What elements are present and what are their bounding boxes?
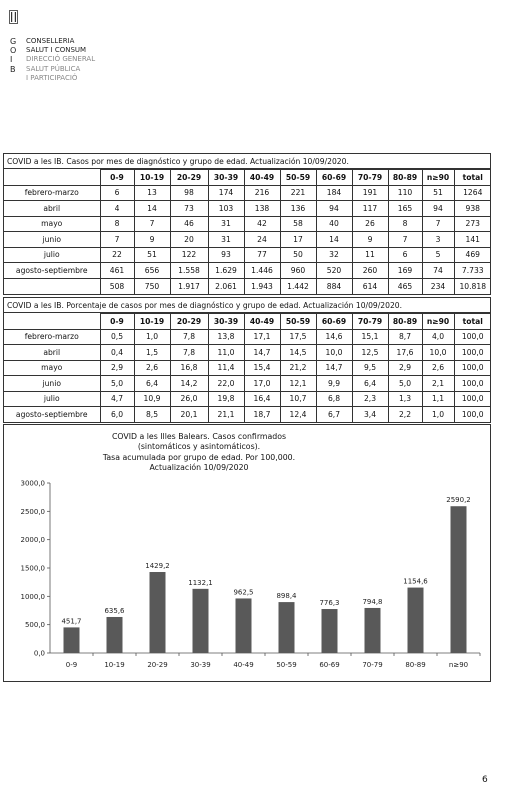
row-label: mayo [4, 216, 100, 232]
goib-logo [9, 10, 169, 80]
table-row [4, 185, 491, 201]
cases-table-grid [4, 169, 491, 294]
table-cell: 260 [352, 263, 388, 279]
table-cell: 1.629 [208, 263, 244, 279]
column-header: 70-79 [352, 170, 388, 186]
table-cell: 100,0 [454, 360, 491, 376]
table-cell: 117 [352, 201, 388, 217]
table-cell: 32 [316, 247, 352, 263]
table-cell: 5,0 [100, 376, 134, 392]
x-tick-label: 30-39 [190, 661, 211, 669]
row-label: mayo [4, 360, 100, 376]
bar-value-label: 776,3 [319, 599, 340, 608]
table-cell: 1.558 [170, 263, 208, 279]
row-label: julio [4, 391, 100, 407]
x-tick-label: 10-19 [104, 661, 125, 669]
table-cell: 8,5 [134, 407, 170, 423]
y-tick-label: 1500,0 [20, 564, 45, 573]
column-header: 40-49 [244, 314, 280, 330]
table-cell: 7 [100, 232, 134, 248]
table-row [4, 345, 491, 361]
table-cell: 51 [422, 185, 454, 201]
table-cell: 46 [170, 216, 208, 232]
percent-table-caption: COVID a les IB. Porcentaje de casos por mes de diagnóstico y grupo de edad. Actualización 10/09/2020. [4, 298, 490, 313]
table-cell: 520 [316, 263, 352, 279]
column-header: 0-9 [100, 314, 134, 330]
table-header-row [4, 170, 491, 186]
table-cell: 216 [244, 185, 280, 201]
table-cell: 938 [454, 201, 491, 217]
table-cell: 12,4 [280, 407, 316, 423]
table-cell: 465 [388, 278, 422, 294]
row-label: febrero-marzo [4, 185, 100, 201]
table-cell: 1.442 [280, 278, 316, 294]
row-label: agosto-septiembre [4, 263, 100, 279]
table-cell: 8 [388, 216, 422, 232]
table-cell: 14,5 [280, 345, 316, 361]
x-tick-label: 50-59 [276, 661, 297, 669]
column-header: 0-9 [100, 170, 134, 186]
table-cell: 884 [316, 278, 352, 294]
table-cell: 4,0 [422, 329, 454, 345]
table-cell: 11 [352, 247, 388, 263]
column-header: 70-79 [352, 314, 388, 330]
table-row [4, 391, 491, 407]
table-cell: 6,8 [316, 391, 352, 407]
table-cell: 19,8 [208, 391, 244, 407]
bar-value-label: 2590,2 [446, 496, 471, 505]
table-cell: 13,8 [208, 329, 244, 345]
bar [64, 627, 80, 653]
table-cell: 1,5 [134, 345, 170, 361]
bar-value-label: 962,5 [233, 588, 254, 597]
column-header [4, 170, 100, 186]
x-tick-label: 40-49 [233, 661, 254, 669]
bar-value-label: 898,4 [276, 592, 297, 601]
table-cell: 22,0 [208, 376, 244, 392]
table-cell: 21,1 [208, 407, 244, 423]
table-cell: 10,0 [316, 345, 352, 361]
table-cell: 138 [244, 201, 280, 217]
table-cell: 6,0 [100, 407, 134, 423]
table-cell: 14,6 [316, 329, 352, 345]
table-cell: 6,4 [352, 376, 388, 392]
table-cell: 11,4 [208, 360, 244, 376]
bar [107, 617, 123, 653]
table-cell: 1,0 [134, 329, 170, 345]
table-cell: 17,5 [280, 329, 316, 345]
table-cell: 31 [208, 216, 244, 232]
table-cell: 31 [208, 232, 244, 248]
table-cell: 26 [352, 216, 388, 232]
table-cell: 12,5 [352, 345, 388, 361]
table-cell: 2,2 [388, 407, 422, 423]
table-cell: 14,7 [244, 345, 280, 361]
table-cell: 136 [280, 201, 316, 217]
table-cell: 9 [134, 232, 170, 248]
row-label: agosto-septiembre [4, 407, 100, 423]
table-cell: 9,5 [352, 360, 388, 376]
table-cell: 77 [244, 247, 280, 263]
table-row [4, 376, 491, 392]
table-cell: 141 [454, 232, 491, 248]
x-tick-label: 60-69 [319, 661, 340, 669]
table-cell: 11,0 [208, 345, 244, 361]
table-cell: 100,0 [454, 345, 491, 361]
column-header: n≥90 [422, 170, 454, 186]
table-cell: 1.446 [244, 263, 280, 279]
bar-value-label: 794,8 [362, 597, 383, 606]
bar [408, 588, 424, 653]
bar-value-label: 1132,1 [188, 578, 213, 587]
table-cell: 15,1 [352, 329, 388, 345]
bar [322, 609, 338, 653]
chart-title: COVID a les Illes Balears. Casos confirmados (sintomáticos y asintomáticos). Tasa acumulada por grupo de edad. Por 100,000. Actualización 10/09/2020 [102, 432, 296, 473]
table-cell: 5,0 [388, 376, 422, 392]
row-label: abril [4, 345, 100, 361]
table-cell: 93 [208, 247, 244, 263]
table-cell: 42 [244, 216, 280, 232]
table-cell: 461 [100, 263, 134, 279]
table-cell: 10,7 [280, 391, 316, 407]
table-cell: 12,1 [280, 376, 316, 392]
table-cell: 18,7 [244, 407, 280, 423]
table-cell: 100,0 [454, 391, 491, 407]
table-cell: 169 [388, 263, 422, 279]
table-cell: 16,8 [170, 360, 208, 376]
table-cell: 2.061 [208, 278, 244, 294]
table-cell: 122 [170, 247, 208, 263]
cases-table-caption: COVID a les IB. Casos por mes de diagnóstico y grupo de edad. Actualización 10/09/2020. [4, 154, 490, 169]
logo-text: CONSELLERIA SALUT I CONSUM DIRECCIÓ GENERAL SALUT PÚBLICA I PARTICIPACIÓ [26, 37, 96, 82]
chart-plot [4, 425, 492, 683]
table-cell: 221 [280, 185, 316, 201]
column-header: 20-29 [170, 170, 208, 186]
table-cell: 13 [134, 185, 170, 201]
table-cell: 3,4 [352, 407, 388, 423]
table-cell: 2,9 [100, 360, 134, 376]
table-cell: 960 [280, 263, 316, 279]
column-header: 80-89 [388, 170, 422, 186]
table-row [4, 201, 491, 217]
x-tick-label: 80-89 [405, 661, 426, 669]
table-cell: 10,9 [134, 391, 170, 407]
table-row [4, 263, 491, 279]
table-cell: 469 [454, 247, 491, 263]
x-tick-label: 0-9 [65, 661, 78, 669]
table-cell: 8,7 [388, 329, 422, 345]
table-cell: 22 [100, 247, 134, 263]
table-cell: 2,1 [422, 376, 454, 392]
table-cell: 0,5 [100, 329, 134, 345]
table-row [4, 232, 491, 248]
percent-table [3, 297, 491, 423]
rate-chart [3, 424, 491, 682]
bar [365, 608, 381, 653]
bar-value-label: 635,6 [104, 606, 125, 615]
row-label: junio [4, 376, 100, 392]
table-cell: 7,8 [170, 345, 208, 361]
table-cell: 100,0 [454, 407, 491, 423]
x-tick-label: 70-79 [362, 661, 383, 669]
table-cell: 1,0 [422, 407, 454, 423]
column-header: 60-69 [316, 170, 352, 186]
table-cell: 656 [134, 263, 170, 279]
table-cell: 165 [388, 201, 422, 217]
logo-letters: G O I B [10, 37, 18, 74]
column-header: 30-39 [208, 314, 244, 330]
table-cell: 3 [422, 232, 454, 248]
column-header: 20-29 [170, 314, 208, 330]
column-header: 50-59 [280, 314, 316, 330]
table-cell: 24 [244, 232, 280, 248]
table-cell: 2,6 [422, 360, 454, 376]
row-label: abril [4, 201, 100, 217]
y-tick-label: 2000,0 [20, 536, 45, 545]
bar [193, 589, 209, 653]
table-cell: 6 [388, 247, 422, 263]
row-label: julio [4, 247, 100, 263]
table-cell: 50 [280, 247, 316, 263]
table-cell: 2,6 [134, 360, 170, 376]
table-cell: 1,3 [388, 391, 422, 407]
bar-value-label: 451,7 [61, 617, 82, 626]
table-cell: 7 [422, 216, 454, 232]
table-row [4, 278, 491, 294]
column-header: total [454, 170, 491, 186]
table-cell: 15,4 [244, 360, 280, 376]
row-label: junio [4, 232, 100, 248]
table-cell: 614 [352, 278, 388, 294]
table-cell: 2,3 [352, 391, 388, 407]
table-cell: 1,1 [422, 391, 454, 407]
table-cell: 20 [170, 232, 208, 248]
column-header: 40-49 [244, 170, 280, 186]
row-label [4, 278, 100, 294]
table-cell: 74 [422, 263, 454, 279]
page-number: 6 [482, 775, 488, 785]
y-tick-label: 2500,0 [20, 507, 45, 516]
table-cell: 7 [134, 216, 170, 232]
x-tick-label: n≥90 [448, 661, 469, 669]
bar-value-label: 1429,2 [145, 562, 170, 571]
table-cell: 26,0 [170, 391, 208, 407]
table-cell: 4 [100, 201, 134, 217]
table-row [4, 329, 491, 345]
y-tick-label: 1000,0 [20, 592, 45, 601]
column-header [4, 314, 100, 330]
table-cell: 9,9 [316, 376, 352, 392]
table-cell: 94 [422, 201, 454, 217]
table-header-row [4, 314, 491, 330]
y-tick-label: 0,0 [33, 649, 45, 658]
column-header: 80-89 [388, 314, 422, 330]
table-cell: 17,1 [244, 329, 280, 345]
table-cell: 8 [100, 216, 134, 232]
bar [279, 602, 295, 653]
percent-table-grid [4, 313, 491, 422]
y-tick-label: 3000,0 [20, 479, 45, 488]
table-cell: 10,0 [422, 345, 454, 361]
table-cell: 2,9 [388, 360, 422, 376]
table-cell: 191 [352, 185, 388, 201]
column-header: 10-19 [134, 170, 170, 186]
table-cell: 6 [100, 185, 134, 201]
table-cell: 1.943 [244, 278, 280, 294]
table-cell: 750 [134, 278, 170, 294]
column-header: total [454, 314, 491, 330]
table-cell: 100,0 [454, 329, 491, 345]
table-cell: 1.917 [170, 278, 208, 294]
table-cell: 234 [422, 278, 454, 294]
table-cell: 17,6 [388, 345, 422, 361]
table-cell: 40 [316, 216, 352, 232]
bar [236, 598, 252, 653]
column-header: n≥90 [422, 314, 454, 330]
bar [451, 506, 467, 653]
column-header: 10-19 [134, 314, 170, 330]
x-tick-label: 20-29 [147, 661, 168, 669]
table-cell: 73 [170, 201, 208, 217]
table-cell: 14,2 [170, 376, 208, 392]
table-cell: 14,7 [316, 360, 352, 376]
column-header: 50-59 [280, 170, 316, 186]
table-cell: 9 [352, 232, 388, 248]
table-cell: 17 [280, 232, 316, 248]
table-cell: 21,2 [280, 360, 316, 376]
bar [150, 572, 166, 653]
table-cell: 7.733 [454, 263, 491, 279]
column-header: 60-69 [316, 314, 352, 330]
table-cell: 103 [208, 201, 244, 217]
table-cell: 20,1 [170, 407, 208, 423]
table-row [4, 216, 491, 232]
coat-of-arms-icon [9, 10, 18, 24]
table-cell: 17,0 [244, 376, 280, 392]
table-row [4, 360, 491, 376]
table-cell: 51 [134, 247, 170, 263]
table-cell: 0,4 [100, 345, 134, 361]
table-cell: 110 [388, 185, 422, 201]
table-cell: 7 [388, 232, 422, 248]
table-cell: 7,8 [170, 329, 208, 345]
cases-table [3, 153, 491, 295]
table-row [4, 407, 491, 423]
table-cell: 508 [100, 278, 134, 294]
table-cell: 10.818 [454, 278, 491, 294]
table-cell: 174 [208, 185, 244, 201]
table-cell: 58 [280, 216, 316, 232]
table-cell: 5 [422, 247, 454, 263]
column-header: 30-39 [208, 170, 244, 186]
table-cell: 273 [454, 216, 491, 232]
table-cell: 6,7 [316, 407, 352, 423]
table-cell: 100,0 [454, 376, 491, 392]
bar-value-label: 1154,6 [403, 577, 428, 586]
table-cell: 4,7 [100, 391, 134, 407]
table-row [4, 247, 491, 263]
table-cell: 94 [316, 201, 352, 217]
table-cell: 14 [316, 232, 352, 248]
table-cell: 16,4 [244, 391, 280, 407]
table-cell: 1264 [454, 185, 491, 201]
y-tick-label: 500,0 [24, 621, 45, 630]
table-cell: 14 [134, 201, 170, 217]
row-label: febrero-marzo [4, 329, 100, 345]
table-cell: 6,4 [134, 376, 170, 392]
table-cell: 98 [170, 185, 208, 201]
table-cell: 184 [316, 185, 352, 201]
